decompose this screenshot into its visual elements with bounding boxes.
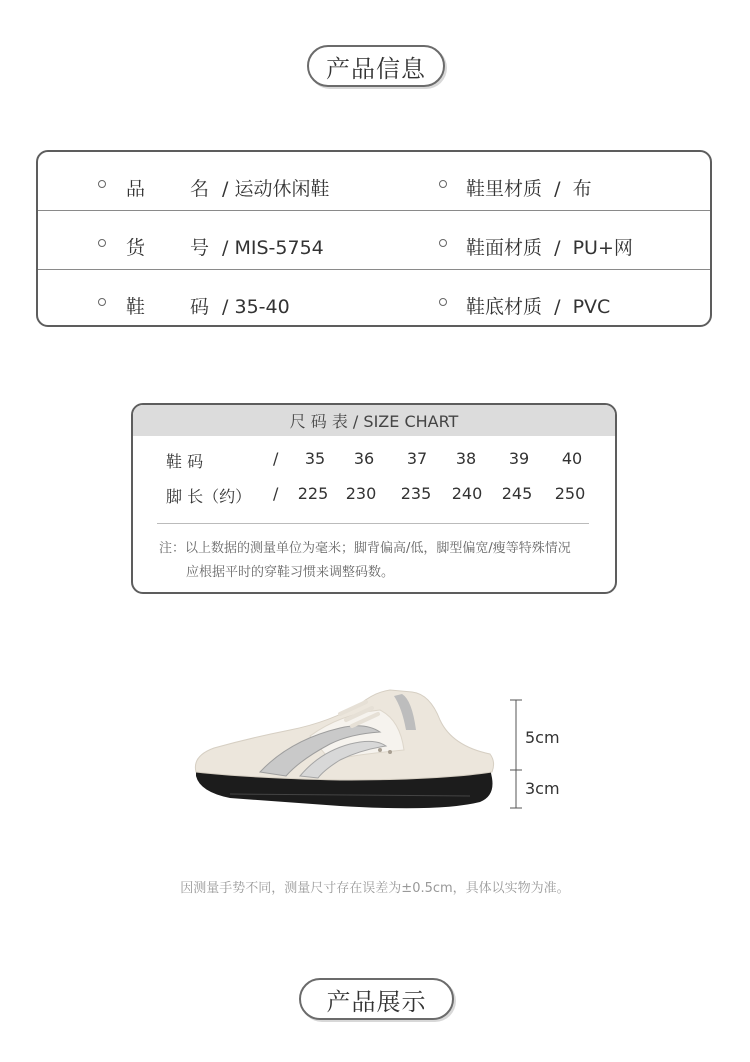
section-title-product-info: 产品信息 (307, 45, 445, 87)
info-key-char: 名 (190, 178, 210, 200)
info-key: 鞋里材质 (466, 178, 543, 200)
sole-height-label: 3cm (525, 779, 560, 798)
bullet-icon (439, 298, 447, 306)
info-left-cell (126, 233, 324, 260)
info-right-cell (466, 233, 633, 260)
info-key: 鞋底材质 (466, 296, 543, 318)
length-value: 240 (451, 484, 483, 503)
size-row-lengths (133, 484, 615, 508)
info-value: 运动休闲鞋 (234, 178, 330, 200)
measurement-disclaimer: 因测量手势不同，测量尺寸存在误差为±0.5cm，具体以实物为准。 (180, 881, 570, 896)
info-value: PVC (572, 296, 611, 318)
info-row (38, 211, 710, 270)
divider (157, 523, 589, 524)
info-key-char: 码 (190, 296, 210, 318)
size-value: 39 (508, 449, 530, 468)
info-separator: / (216, 237, 235, 259)
bullet-icon (98, 298, 106, 306)
info-value: PU+网 (572, 237, 633, 259)
note-line: 应根据平时的穿鞋习惯来调整码数。 (186, 565, 395, 580)
size-row-label: 鞋 码 (166, 452, 204, 471)
info-key-char: 货 (126, 237, 146, 259)
info-separator: / (216, 178, 235, 200)
info-value: 布 (572, 178, 592, 200)
size-value: 36 (353, 449, 375, 468)
section-title-product-display: 产品展示 (299, 978, 454, 1020)
info-key-char: 鞋 (126, 296, 146, 318)
size-row-label: 脚 长（约） (166, 487, 252, 506)
info-value: MIS-5754 (234, 237, 324, 259)
info-separator: / (542, 237, 573, 259)
info-right-cell (466, 174, 592, 201)
length-value: 250 (554, 484, 586, 503)
size-value: 37 (406, 449, 428, 468)
info-row (38, 152, 710, 211)
info-value: 35-40 (234, 296, 290, 318)
info-key: 鞋面材质 (466, 237, 543, 259)
length-value: 225 (297, 484, 329, 503)
info-row (38, 270, 710, 327)
bullet-icon (439, 180, 447, 188)
length-value: 235 (400, 484, 432, 503)
info-separator: / (216, 296, 235, 318)
size-chart (131, 403, 617, 594)
info-separator: / (542, 178, 573, 200)
info-key-char: 品 (126, 178, 146, 200)
size-value: 35 (304, 449, 326, 468)
info-key-char: 号 (190, 237, 210, 259)
length-value: 230 (345, 484, 377, 503)
info-left-cell (126, 292, 290, 319)
size-chart-note (159, 537, 571, 585)
shoe-illustration (190, 680, 560, 815)
length-value: 245 (501, 484, 533, 503)
info-separator: / (542, 296, 573, 318)
note-line: 注：以上数据的测量单位为毫米；脚背偏高/低，脚型偏宽/瘦等特殊情况 (159, 541, 571, 556)
size-row-separator: / (273, 449, 279, 468)
product-info-table (36, 150, 712, 327)
size-value: 40 (561, 449, 583, 468)
upper-height-label: 5cm (525, 728, 560, 747)
info-right-cell (466, 292, 610, 319)
size-value: 38 (455, 449, 477, 468)
bullet-icon (439, 239, 447, 247)
size-chart-title: 尺 码 表 / SIZE CHART (133, 405, 615, 436)
bullet-icon (98, 180, 106, 188)
size-row-sizes (133, 449, 615, 473)
size-row-separator: / (273, 484, 279, 503)
sneaker-image (190, 680, 510, 815)
info-left-cell (126, 174, 330, 201)
bullet-icon (98, 239, 106, 247)
